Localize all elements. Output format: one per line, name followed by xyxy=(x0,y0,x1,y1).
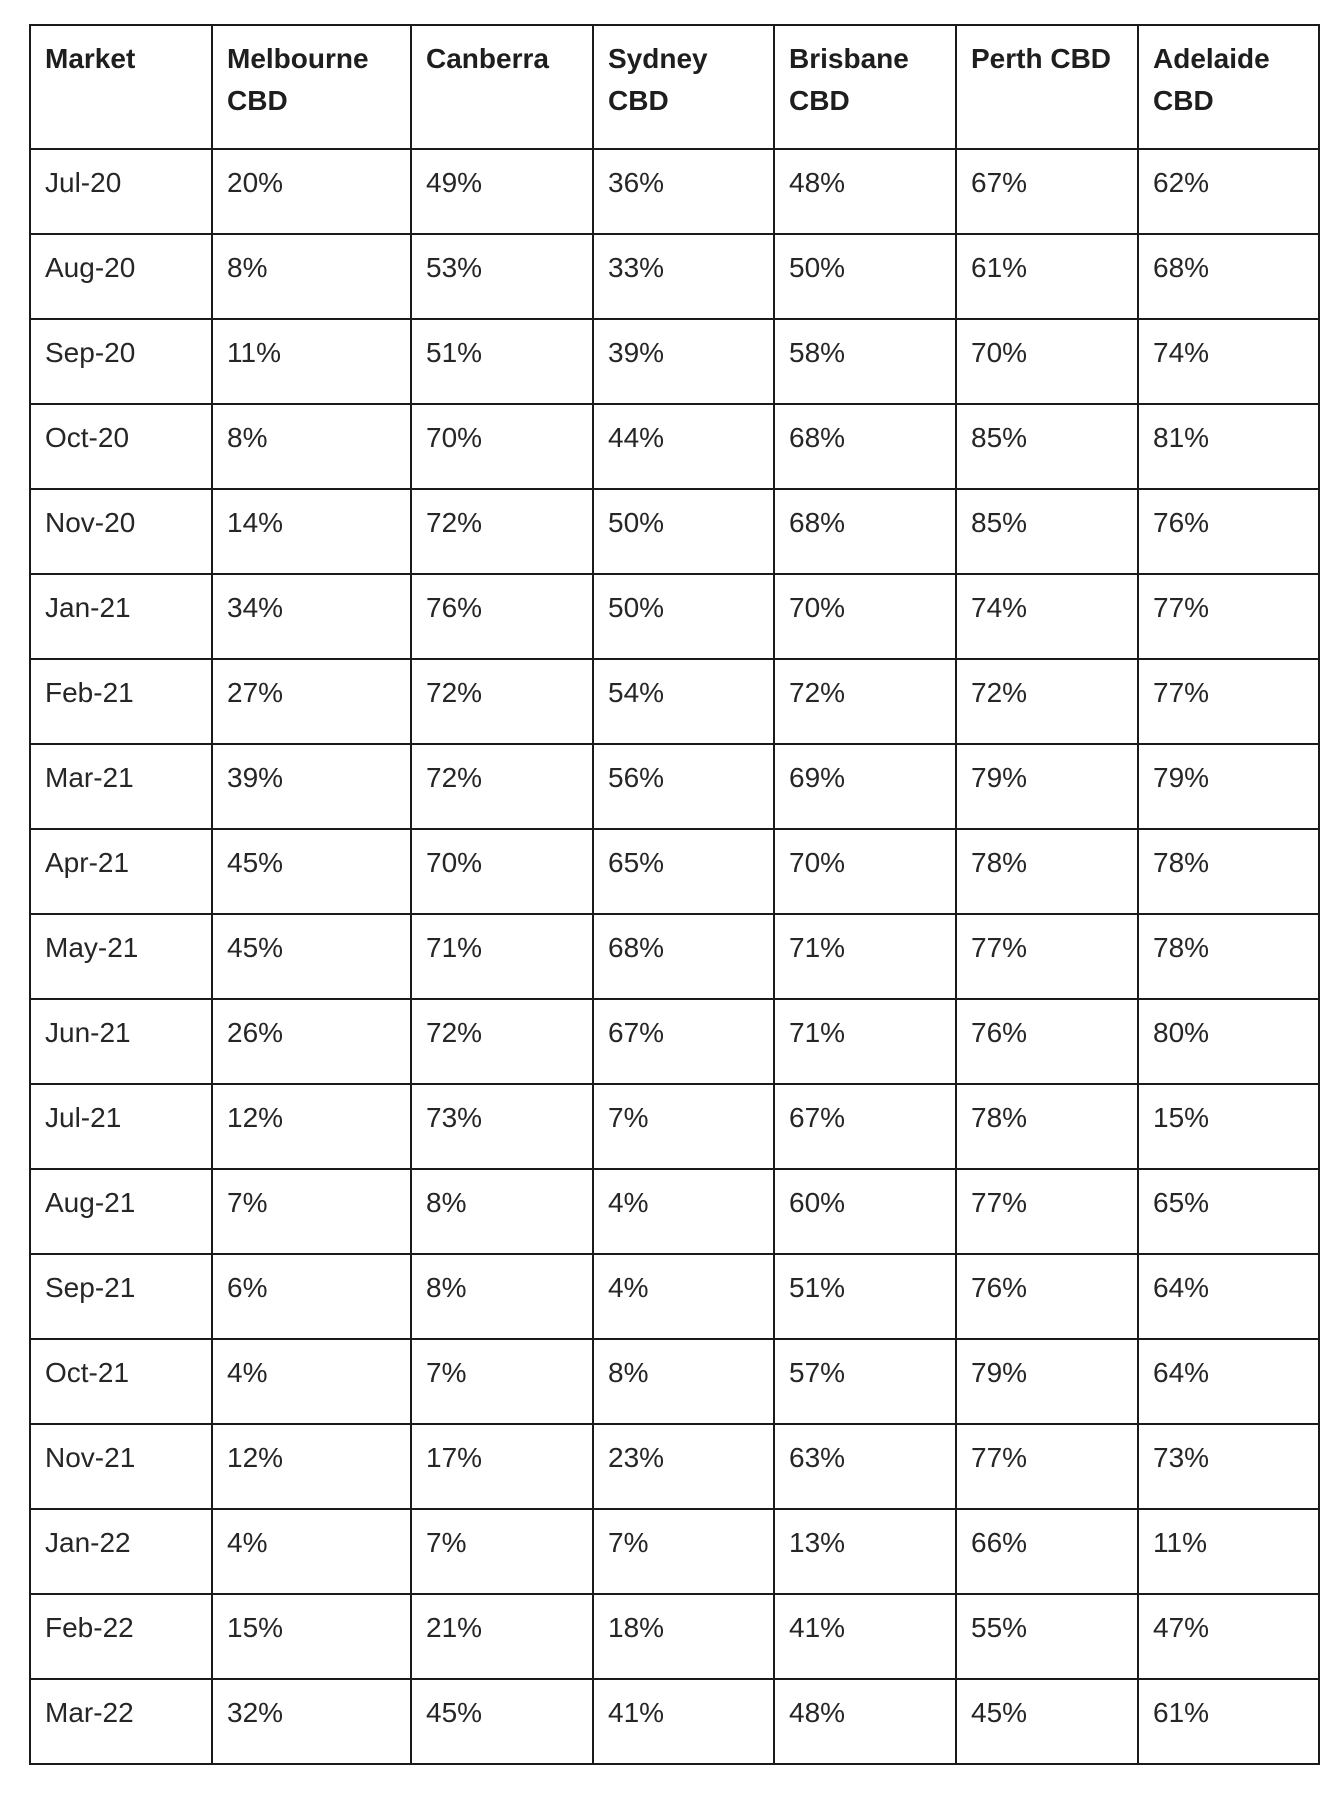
cell-sydney-cbd: 50% xyxy=(593,574,774,659)
header-canberra: Canberra xyxy=(411,25,593,149)
header-sydney-cbd: Sydney CBD xyxy=(593,25,774,149)
cell-sydney-cbd: 4% xyxy=(593,1254,774,1339)
cell-sydney-cbd: 4% xyxy=(593,1169,774,1254)
cell-sydney-cbd: 7% xyxy=(593,1509,774,1594)
header-perth-cbd: Perth CBD xyxy=(956,25,1138,149)
cell-perth-cbd: 45% xyxy=(956,1679,1138,1764)
cell-adelaide-cbd: 73% xyxy=(1138,1424,1319,1509)
cell-melbourne-cbd: 27% xyxy=(212,659,411,744)
cell-canberra: 71% xyxy=(411,914,593,999)
cell-brisbane-cbd: 48% xyxy=(774,149,956,234)
cell-adelaide-cbd: 62% xyxy=(1138,149,1319,234)
cell-melbourne-cbd: 26% xyxy=(212,999,411,1084)
cell-adelaide-cbd: 64% xyxy=(1138,1254,1319,1339)
cell-month: Apr-21 xyxy=(30,829,212,914)
cell-melbourne-cbd: 15% xyxy=(212,1594,411,1679)
table-row xyxy=(30,1254,1319,1339)
cell-perth-cbd: 70% xyxy=(956,319,1138,404)
cell-perth-cbd: 66% xyxy=(956,1509,1138,1594)
cell-perth-cbd: 67% xyxy=(956,149,1138,234)
cell-sydney-cbd: 41% xyxy=(593,1679,774,1764)
cell-month: Feb-22 xyxy=(30,1594,212,1679)
cell-melbourne-cbd: 45% xyxy=(212,829,411,914)
cell-adelaide-cbd: 77% xyxy=(1138,574,1319,659)
cell-month: Sep-21 xyxy=(30,1254,212,1339)
cell-month: Mar-21 xyxy=(30,744,212,829)
table-row xyxy=(30,489,1319,574)
cell-adelaide-cbd: 81% xyxy=(1138,404,1319,489)
cell-perth-cbd: 85% xyxy=(956,404,1138,489)
cell-melbourne-cbd: 45% xyxy=(212,914,411,999)
cell-month: May-21 xyxy=(30,914,212,999)
table-row xyxy=(30,574,1319,659)
cell-month: Jul-20 xyxy=(30,149,212,234)
cell-sydney-cbd: 50% xyxy=(593,489,774,574)
cell-brisbane-cbd: 58% xyxy=(774,319,956,404)
cell-brisbane-cbd: 71% xyxy=(774,999,956,1084)
cell-adelaide-cbd: 15% xyxy=(1138,1084,1319,1169)
cell-adelaide-cbd: 78% xyxy=(1138,914,1319,999)
cell-melbourne-cbd: 8% xyxy=(212,404,411,489)
cell-brisbane-cbd: 50% xyxy=(774,234,956,319)
cell-sydney-cbd: 18% xyxy=(593,1594,774,1679)
cell-month: Aug-20 xyxy=(30,234,212,319)
cell-melbourne-cbd: 8% xyxy=(212,234,411,319)
table-row xyxy=(30,1339,1319,1424)
cell-melbourne-cbd: 12% xyxy=(212,1424,411,1509)
cell-perth-cbd: 85% xyxy=(956,489,1138,574)
cell-adelaide-cbd: 68% xyxy=(1138,234,1319,319)
cell-adelaide-cbd: 11% xyxy=(1138,1509,1319,1594)
cell-sydney-cbd: 65% xyxy=(593,829,774,914)
cell-canberra: 72% xyxy=(411,999,593,1084)
cell-month: Nov-20 xyxy=(30,489,212,574)
cell-melbourne-cbd: 4% xyxy=(212,1339,411,1424)
header-market: Market xyxy=(30,25,212,149)
table-row xyxy=(30,1509,1319,1594)
cell-brisbane-cbd: 69% xyxy=(774,744,956,829)
table-row xyxy=(30,659,1319,744)
cell-sydney-cbd: 67% xyxy=(593,999,774,1084)
cell-canberra: 72% xyxy=(411,489,593,574)
table-row xyxy=(30,1169,1319,1254)
cell-brisbane-cbd: 68% xyxy=(774,489,956,574)
cell-adelaide-cbd: 47% xyxy=(1138,1594,1319,1679)
cell-month: Mar-22 xyxy=(30,1679,212,1764)
header-adelaide-cbd: Adelaide CBD xyxy=(1138,25,1319,149)
cell-month: Oct-21 xyxy=(30,1339,212,1424)
cell-sydney-cbd: 44% xyxy=(593,404,774,489)
cell-adelaide-cbd: 61% xyxy=(1138,1679,1319,1764)
cell-month: Jan-21 xyxy=(30,574,212,659)
cell-sydney-cbd: 68% xyxy=(593,914,774,999)
cell-adelaide-cbd: 76% xyxy=(1138,489,1319,574)
cell-melbourne-cbd: 39% xyxy=(212,744,411,829)
cell-sydney-cbd: 23% xyxy=(593,1424,774,1509)
cell-month: Aug-21 xyxy=(30,1169,212,1254)
table-row xyxy=(30,1679,1319,1764)
cell-brisbane-cbd: 67% xyxy=(774,1084,956,1169)
table-row xyxy=(30,1084,1319,1169)
cell-canberra: 70% xyxy=(411,404,593,489)
cell-melbourne-cbd: 11% xyxy=(212,319,411,404)
cell-canberra: 17% xyxy=(411,1424,593,1509)
cell-perth-cbd: 55% xyxy=(956,1594,1138,1679)
cell-canberra: 72% xyxy=(411,744,593,829)
cell-melbourne-cbd: 12% xyxy=(212,1084,411,1169)
table-row xyxy=(30,404,1319,489)
cell-adelaide-cbd: 77% xyxy=(1138,659,1319,744)
cell-month: Feb-21 xyxy=(30,659,212,744)
table-row xyxy=(30,1424,1319,1509)
cell-canberra: 76% xyxy=(411,574,593,659)
cell-brisbane-cbd: 51% xyxy=(774,1254,956,1339)
cell-sydney-cbd: 7% xyxy=(593,1084,774,1169)
cell-brisbane-cbd: 57% xyxy=(774,1339,956,1424)
cell-perth-cbd: 79% xyxy=(956,1339,1138,1424)
cell-month: Jun-21 xyxy=(30,999,212,1084)
cell-perth-cbd: 74% xyxy=(956,574,1138,659)
cell-month: Nov-21 xyxy=(30,1424,212,1509)
cell-brisbane-cbd: 70% xyxy=(774,574,956,659)
cell-adelaide-cbd: 65% xyxy=(1138,1169,1319,1254)
cell-month: Jan-22 xyxy=(30,1509,212,1594)
cell-sydney-cbd: 36% xyxy=(593,149,774,234)
cell-adelaide-cbd: 79% xyxy=(1138,744,1319,829)
cell-perth-cbd: 77% xyxy=(956,1424,1138,1509)
table-row xyxy=(30,319,1319,404)
cell-canberra: 51% xyxy=(411,319,593,404)
cell-canberra: 73% xyxy=(411,1084,593,1169)
cell-melbourne-cbd: 4% xyxy=(212,1509,411,1594)
cell-sydney-cbd: 8% xyxy=(593,1339,774,1424)
table-row xyxy=(30,744,1319,829)
cell-perth-cbd: 77% xyxy=(956,1169,1138,1254)
cell-month: Sep-20 xyxy=(30,319,212,404)
cell-perth-cbd: 72% xyxy=(956,659,1138,744)
cell-canberra: 8% xyxy=(411,1169,593,1254)
cell-adelaide-cbd: 64% xyxy=(1138,1339,1319,1424)
table-row xyxy=(30,829,1319,914)
cell-canberra: 70% xyxy=(411,829,593,914)
cell-canberra: 7% xyxy=(411,1339,593,1424)
cell-adelaide-cbd: 78% xyxy=(1138,829,1319,914)
cell-canberra: 8% xyxy=(411,1254,593,1339)
cell-brisbane-cbd: 68% xyxy=(774,404,956,489)
header-melbourne-cbd: Melbourne CBD xyxy=(212,25,411,149)
table-body xyxy=(30,149,1319,1764)
cell-perth-cbd: 79% xyxy=(956,744,1138,829)
cell-sydney-cbd: 56% xyxy=(593,744,774,829)
cell-perth-cbd: 78% xyxy=(956,1084,1138,1169)
table-header-row xyxy=(30,25,1319,149)
cell-canberra: 45% xyxy=(411,1679,593,1764)
cell-canberra: 49% xyxy=(411,149,593,234)
cell-month: Jul-21 xyxy=(30,1084,212,1169)
occupancy-table xyxy=(29,24,1320,1765)
cell-brisbane-cbd: 48% xyxy=(774,1679,956,1764)
cell-sydney-cbd: 33% xyxy=(593,234,774,319)
cell-melbourne-cbd: 32% xyxy=(212,1679,411,1764)
cell-melbourne-cbd: 14% xyxy=(212,489,411,574)
cell-adelaide-cbd: 74% xyxy=(1138,319,1319,404)
cell-canberra: 72% xyxy=(411,659,593,744)
cell-perth-cbd: 76% xyxy=(956,1254,1138,1339)
cell-melbourne-cbd: 7% xyxy=(212,1169,411,1254)
table-row xyxy=(30,999,1319,1084)
cell-brisbane-cbd: 70% xyxy=(774,829,956,914)
cell-brisbane-cbd: 63% xyxy=(774,1424,956,1509)
cell-perth-cbd: 76% xyxy=(956,999,1138,1084)
cell-brisbane-cbd: 72% xyxy=(774,659,956,744)
cell-canberra: 7% xyxy=(411,1509,593,1594)
cell-melbourne-cbd: 34% xyxy=(212,574,411,659)
cell-adelaide-cbd: 80% xyxy=(1138,999,1319,1084)
cell-brisbane-cbd: 60% xyxy=(774,1169,956,1254)
cell-melbourne-cbd: 6% xyxy=(212,1254,411,1339)
cell-brisbane-cbd: 41% xyxy=(774,1594,956,1679)
table-row xyxy=(30,1594,1319,1679)
cell-sydney-cbd: 54% xyxy=(593,659,774,744)
cell-melbourne-cbd: 20% xyxy=(212,149,411,234)
cell-brisbane-cbd: 13% xyxy=(774,1509,956,1594)
cell-perth-cbd: 77% xyxy=(956,914,1138,999)
cell-sydney-cbd: 39% xyxy=(593,319,774,404)
cell-canberra: 21% xyxy=(411,1594,593,1679)
table-row xyxy=(30,149,1319,234)
cell-canberra: 53% xyxy=(411,234,593,319)
cell-month: Oct-20 xyxy=(30,404,212,489)
header-brisbane-cbd: Brisbane CBD xyxy=(774,25,956,149)
cell-perth-cbd: 61% xyxy=(956,234,1138,319)
cell-brisbane-cbd: 71% xyxy=(774,914,956,999)
table-row xyxy=(30,234,1319,319)
table-row xyxy=(30,914,1319,999)
cell-perth-cbd: 78% xyxy=(956,829,1138,914)
